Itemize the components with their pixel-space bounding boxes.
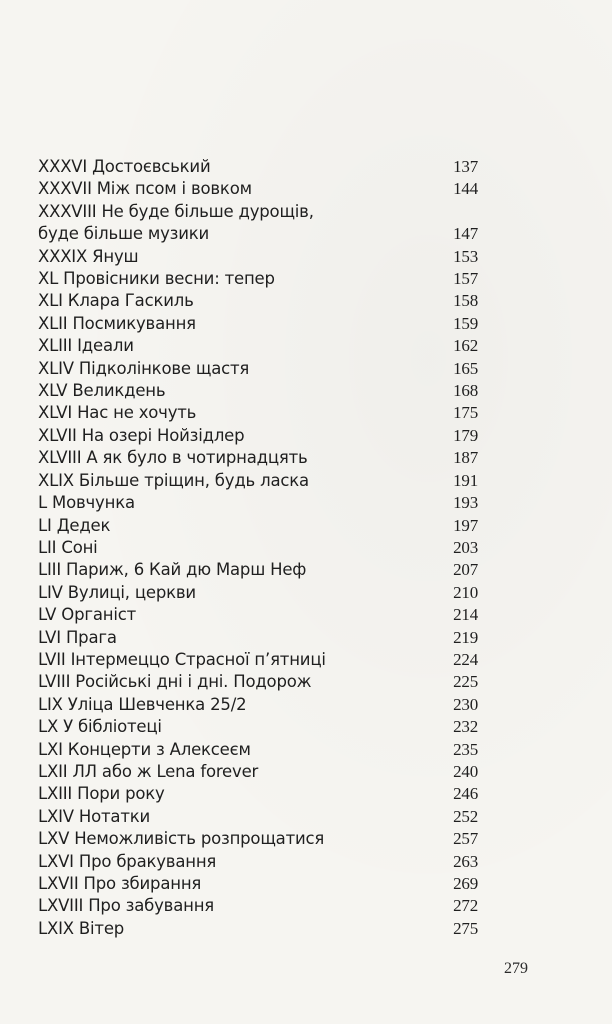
toc-entry [38,425,478,447]
toc-entry [38,806,478,828]
toc-entry-title: LX У бібліотеці [38,717,162,737]
toc-entry-title: LXII ЛЛ або ж Lena forever [38,761,259,781]
toc-entry-page: 230 [453,694,478,714]
toc-entry-title: L Мовчунка [38,493,135,513]
toc-entry [38,716,478,738]
toc-entry-title: XXXVIII Не буде більше дурощів, буде більше музики [38,201,314,244]
toc-entry-title: XLIX Більше тріщин, будь ласка [38,470,309,490]
toc-entry [38,470,478,492]
toc-entry-page: 159 [453,313,478,333]
toc-entry-page: 193 [453,493,478,513]
toc-entry-page: 225 [453,672,478,692]
toc-entry [38,335,478,357]
toc-entry-title: XXXVI Достоєвський [38,157,211,176]
toc-entry-title: LVI Прага [38,627,117,647]
table-of-contents [38,156,478,940]
toc-entry [38,851,478,873]
toc-entry-page: 137 [453,157,478,176]
toc-entry [38,402,478,424]
toc-entry-title: LXI Концерти з Алексеєм [38,739,251,759]
toc-entry-page: 187 [453,448,478,468]
toc-entry-page: 219 [453,627,478,647]
toc-entry-page: 191 [453,470,478,490]
toc-entry [38,828,478,850]
toc-entry-title: XXXIX Януш [38,246,139,266]
toc-entry-title: LVIII Російські дні і дні. Подорож [38,672,312,692]
toc-entry-page: 144 [453,179,478,199]
toc-entry-title: LIII Париж, 6 Кай дю Марш Неф [38,560,307,580]
toc-entry-title: XLVII На озері Нойзідлер [38,425,245,445]
toc-entry-page: 197 [453,515,478,535]
toc-entry-title: LII Соні [38,537,98,557]
toc-entry-page: 210 [453,582,478,602]
toc-entry [38,537,478,559]
toc-entry-title: LXIV Нотатки [38,806,151,826]
toc-entry-page: 240 [453,761,478,781]
toc-entry-title: LXIII Пори року [38,784,165,804]
toc-entry-page: 157 [453,269,478,289]
toc-entry-page: 246 [453,784,478,804]
toc-entry-title: XL Провісники весни: тепер [38,269,275,289]
toc-entry [38,515,478,537]
toc-entry [38,313,478,335]
toc-entry [38,358,478,380]
toc-entry-page: 232 [453,717,478,737]
toc-entry-page: 257 [453,829,478,849]
toc-entry [38,178,478,200]
toc-entry [38,268,478,290]
toc-entry [38,873,478,895]
toc-entry-title: LXIX Вітер [38,918,125,938]
toc-entry-page: 252 [453,806,478,826]
toc-entry [38,671,478,693]
toc-entry [38,201,478,246]
toc-entry-title: XLVIII А як було в чотирнадцять [38,448,308,468]
toc-entry [38,649,478,671]
toc-entry-page: 224 [453,649,478,669]
toc-entry [38,246,478,268]
toc-entry [38,918,478,940]
toc-entry-page: 235 [453,739,478,759]
toc-entry-title: LV Органіст [38,605,137,625]
toc-entry-title: LXVIII Про забування [38,896,215,916]
toc-entry-title: XLV Великдень [38,381,166,401]
toc-entry [38,559,478,581]
toc-entry-title: XLIII Ідеали [38,336,134,356]
toc-entry-title: LIX Уліца Шевченка 25/2 [38,694,247,714]
toc-entry-page: 263 [453,851,478,871]
toc-entry-page: 269 [453,874,478,893]
toc-entry-title: XXXVII Між псом і вовком [38,179,252,199]
toc-entry-title: LI Дедек [38,515,111,535]
toc-entry-page: 207 [453,560,478,580]
toc-entry-page: 214 [453,605,478,625]
toc-entry [38,783,478,805]
toc-entry-page: 275 [453,918,478,938]
toc-entry-title: XLII Посмикування [38,313,196,333]
toc-entry-title: XLIV Підколінкове щастя [38,358,250,378]
toc-entry-page: 179 [453,425,478,445]
toc-entry-title: XLI Клара Гаскиль [38,291,194,311]
toc-entry [38,156,478,178]
toc-entry-title: LIV Вулиці, церкви [38,582,196,602]
toc-entry-page: 168 [453,381,478,401]
toc-entry [38,694,478,716]
toc-entry [38,761,478,783]
toc-entry [38,582,478,604]
toc-entry-title: LXVII Про збирання [38,874,202,893]
toc-entry-title: XLVI Нас не хочуть [38,403,197,423]
toc-entry-title: LXV Неможливість розпрощатися [38,829,325,849]
toc-entry-page: 147 [453,224,478,244]
toc-entry-page: 175 [453,403,478,423]
page-number: 279 [504,960,528,977]
toc-entry [38,895,478,917]
toc-entry [38,627,478,649]
toc-entry [38,380,478,402]
toc-entry-title: LXVI Про бракування [38,851,217,871]
toc-entry [38,739,478,761]
toc-entry-page: 158 [453,291,478,311]
toc-entry [38,290,478,312]
toc-entry-page: 165 [453,358,478,378]
toc-entry [38,447,478,469]
toc-entry [38,604,478,626]
toc-entry-title: LVII Інтермеццо Страсної п’ятниці [38,649,326,669]
toc-entry-page: 162 [453,336,478,356]
toc-entry-page: 203 [453,537,478,557]
toc-entry [38,492,478,514]
toc-entry-page: 153 [453,246,478,266]
toc-entry-page: 272 [453,896,478,916]
